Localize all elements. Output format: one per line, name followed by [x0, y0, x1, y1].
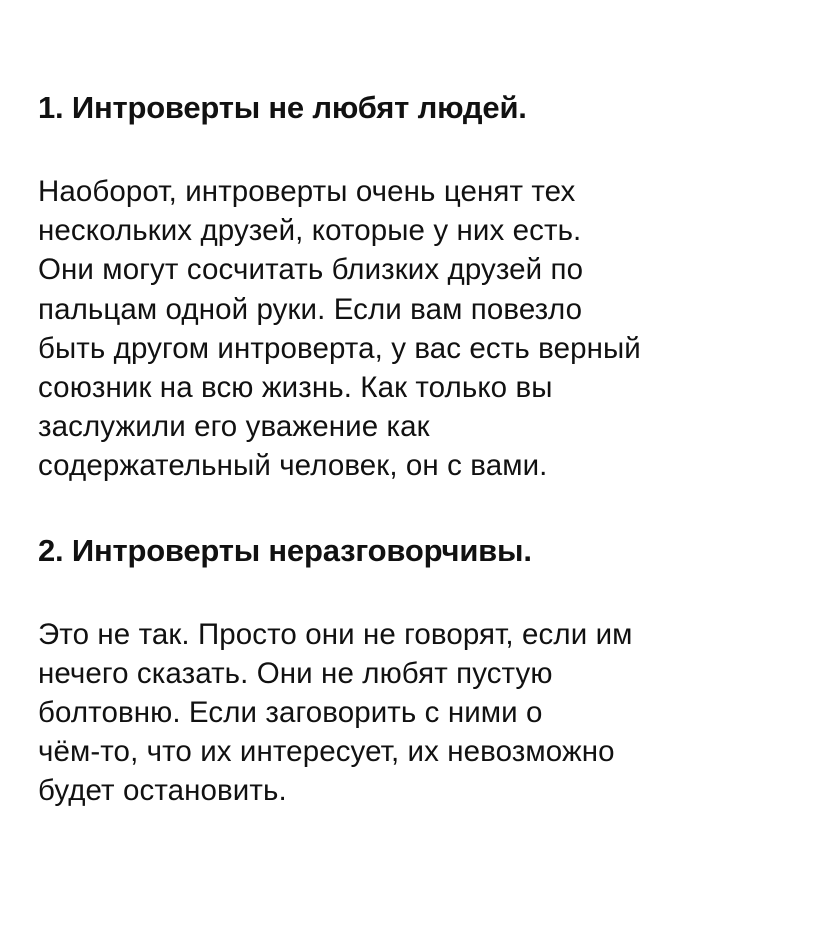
paragraph-line: болтовню. Если заговорить с ними о [38, 696, 543, 730]
spacer [38, 571, 798, 615]
paragraph-line: быть другом интроверта, у вас есть верный [38, 331, 641, 365]
section-heading-1: 1. Интроверты не любят людей. [38, 90, 527, 125]
paragraph-line: Это не так. Просто они не говорят, если им [38, 617, 633, 651]
paragraph-line: нечего сказать. Они не любят пустую [38, 656, 553, 690]
paragraph-line: Наоборот, интроверты очень ценят тех [38, 175, 576, 208]
paragraph-line: чём-то, что их интересует, их невозможно [38, 735, 615, 769]
paragraph-line: содержательный человек, он с вами. [38, 449, 548, 483]
paragraph-line: нескольких друзей, которые у них есть. [38, 214, 582, 248]
paragraph-line: будет остановить. [38, 774, 287, 808]
section-paragraph-2 [38, 615, 798, 811]
section-heading-2: 2. Интроверты неразговорчивы. [38, 532, 532, 568]
paragraph-line: пальцам одной руки. Если вам повезло [38, 292, 583, 326]
article [38, 88, 798, 811]
spacer [38, 128, 798, 172]
spacer [38, 486, 798, 531]
paragraph-line: союзник на всю жизнь. Как только вы [38, 371, 553, 405]
section-paragraph-1 [38, 172, 798, 486]
paragraph-line: Они могут сосчитать близких друзей по [38, 253, 584, 287]
paragraph-line: заслужили его уважение как [38, 410, 430, 444]
